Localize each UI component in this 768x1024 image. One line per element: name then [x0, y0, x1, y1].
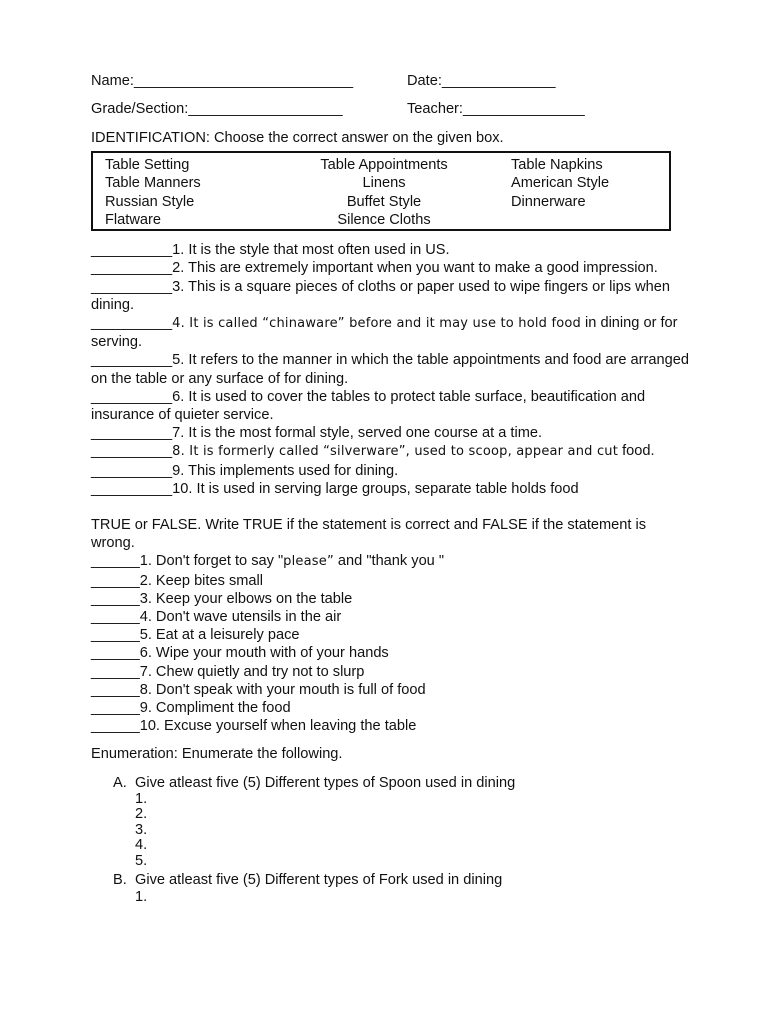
question-item	[91, 480, 691, 498]
tf-item	[91, 552, 691, 571]
true-false-instruction: TRUE or FALSE. Write TRUE if the statement is correct and FALSE if the statement is wrong.	[91, 517, 647, 552]
identification-questions	[91, 241, 691, 498]
header-row-1	[91, 71, 691, 99]
tf-item	[91, 608, 691, 626]
item-letter: A.	[113, 774, 127, 791]
choice: Flatware	[105, 211, 161, 228]
tf-item	[91, 644, 691, 662]
tf-text-alt: please”	[283, 554, 334, 570]
teacher-field[interactable]: Teacher:_______________	[407, 101, 585, 117]
question-item	[91, 351, 691, 387]
tf-text: 6. Wipe your mouth with of your hands	[139, 645, 389, 662]
grade-section-field[interactable]: Grade/Section:___________________	[91, 101, 343, 117]
tf-text: 10. Excuse yourself when leaving the table	[139, 718, 417, 735]
answer-blank[interactable]: __________	[91, 425, 173, 442]
tf-text-cont: and "thank you "	[333, 553, 445, 570]
tf-item	[91, 626, 691, 644]
question-text-cont: food.	[618, 443, 655, 460]
question-text: 5. It refers to the manner in which the table appointments and food are arranged on the table or any surface of for dining.	[91, 352, 689, 387]
tf-text: 7. Chew quietly and try not to slurp	[139, 663, 365, 680]
question-text: 7. It is the most formal style, served one course at a time.	[172, 425, 543, 442]
answer-blank[interactable]: ______	[91, 663, 140, 680]
question-item	[91, 388, 691, 424]
answer-blank[interactable]: __________	[91, 242, 173, 259]
answer-number[interactable]: 4.	[135, 837, 148, 854]
answer-blank[interactable]: __________	[91, 462, 173, 479]
choice: Table Appointments	[320, 157, 448, 174]
identification-instruction: IDENTIFICATION: Choose the correct answer on the given box.	[91, 130, 504, 146]
section-spacer	[91, 498, 691, 516]
question-text: 2. This are extremely important when you want to make a good impression.	[172, 260, 658, 277]
answer-blank[interactable]: __________	[91, 352, 173, 369]
true-false-items	[91, 552, 691, 735]
tf-item	[91, 663, 691, 681]
answer-number[interactable]: 5.	[135, 852, 148, 869]
tf-item	[91, 590, 691, 608]
choice	[493, 211, 673, 229]
answer-blank[interactable]: __________	[91, 480, 173, 497]
choice: Table Napkins	[511, 157, 603, 174]
tf-text: 2. Keep bites small	[139, 572, 264, 589]
answer-blank[interactable]: __________	[91, 443, 173, 460]
tf-text: 4. Don't wave utensils in the air	[139, 609, 342, 626]
name-field[interactable]: Name:___________________________	[91, 73, 354, 89]
enumeration-item-b	[91, 871, 691, 889]
answer-blank[interactable]: __________	[91, 315, 173, 332]
answer-blank[interactable]: ______	[91, 627, 140, 644]
answer-blank[interactable]: ______	[91, 718, 140, 735]
tf-item	[91, 572, 691, 590]
answer-blank[interactable]: ______	[91, 590, 140, 607]
answer-blank[interactable]: __________	[91, 388, 173, 405]
question-item	[91, 278, 691, 314]
question-text: 9. This implements used for dining.	[172, 462, 399, 479]
question-text: 6. It is used to cover the tables to protect table surface, beautification and insurance of quieter service.	[91, 388, 646, 424]
choice: Linens	[362, 175, 406, 192]
question-text: 4. It is called “chinaware” before and it may use to hold food	[172, 316, 581, 332]
question-item	[91, 462, 691, 480]
tf-item	[91, 699, 691, 717]
choice: American Style	[511, 175, 610, 192]
answer-blank[interactable]: ______	[91, 609, 140, 626]
choice: Table Setting	[105, 157, 190, 174]
choice: Russian Style	[105, 193, 195, 210]
answer-blank[interactable]: __________	[91, 278, 173, 295]
tf-item	[91, 681, 691, 699]
question-item	[91, 442, 691, 461]
question-text-cont: in dining or for serving.	[91, 315, 678, 351]
choice: Table Manners	[105, 175, 201, 192]
header-row-2	[91, 99, 691, 127]
answer-blank[interactable]: ______	[91, 681, 140, 698]
tf-text: 8. Don't speak with your mouth is full of food	[139, 681, 426, 698]
answer-number[interactable]: 2.	[135, 806, 148, 823]
question-text: 8. It is formerly called “silverware”, used to scoop, appear and cut	[172, 444, 619, 460]
answer-number-list	[91, 890, 691, 906]
answer-blank[interactable]: ______	[91, 572, 140, 589]
question-item	[91, 424, 691, 442]
answer-choices-box	[91, 151, 671, 231]
item-letter: B.	[113, 872, 127, 889]
enumeration-item-a	[91, 774, 691, 792]
enumeration-instruction: Enumeration: Enumerate the following.	[91, 746, 343, 763]
item-text: Give atleast five (5) Different types of Fork used in dining	[135, 872, 503, 889]
item-text: Give atleast five (5) Different types of Spoon used in dining	[135, 774, 516, 791]
answer-number[interactable]: 1.	[135, 790, 148, 807]
question-item	[91, 314, 691, 351]
answer-number[interactable]: 1.	[135, 888, 148, 905]
answer-blank[interactable]: __________	[91, 260, 173, 277]
answer-blank[interactable]: ______	[91, 553, 140, 570]
answer-blank[interactable]: ______	[91, 645, 140, 662]
tf-text: 9. Compliment the food	[139, 700, 291, 717]
tf-item	[91, 717, 691, 735]
question-item	[91, 241, 691, 259]
choice: Dinnerware	[511, 193, 586, 210]
question-text: 3. This is a square pieces of cloths or paper used to wipe fingers or lips when dining.	[91, 278, 670, 313]
question-text: 1. It is the style that most often used in US.	[172, 242, 450, 259]
tf-text: 3. Keep your elbows on the table	[139, 590, 353, 607]
answer-number-list	[91, 792, 691, 870]
choice: Silence Cloths	[337, 211, 431, 228]
date-field[interactable]: Date:______________	[407, 73, 556, 89]
answer-number[interactable]: 3.	[135, 821, 148, 838]
answer-blank[interactable]: ______	[91, 700, 140, 717]
question-text: 10. It is used in serving large groups, separate table holds food	[172, 480, 579, 497]
tf-text: 1. Don't forget to say "	[139, 553, 284, 570]
choice: Buffet Style	[346, 193, 422, 210]
question-item	[91, 259, 691, 277]
worksheet-page	[91, 71, 691, 905]
tf-text: 5. Eat at a leisurely pace	[139, 627, 300, 644]
